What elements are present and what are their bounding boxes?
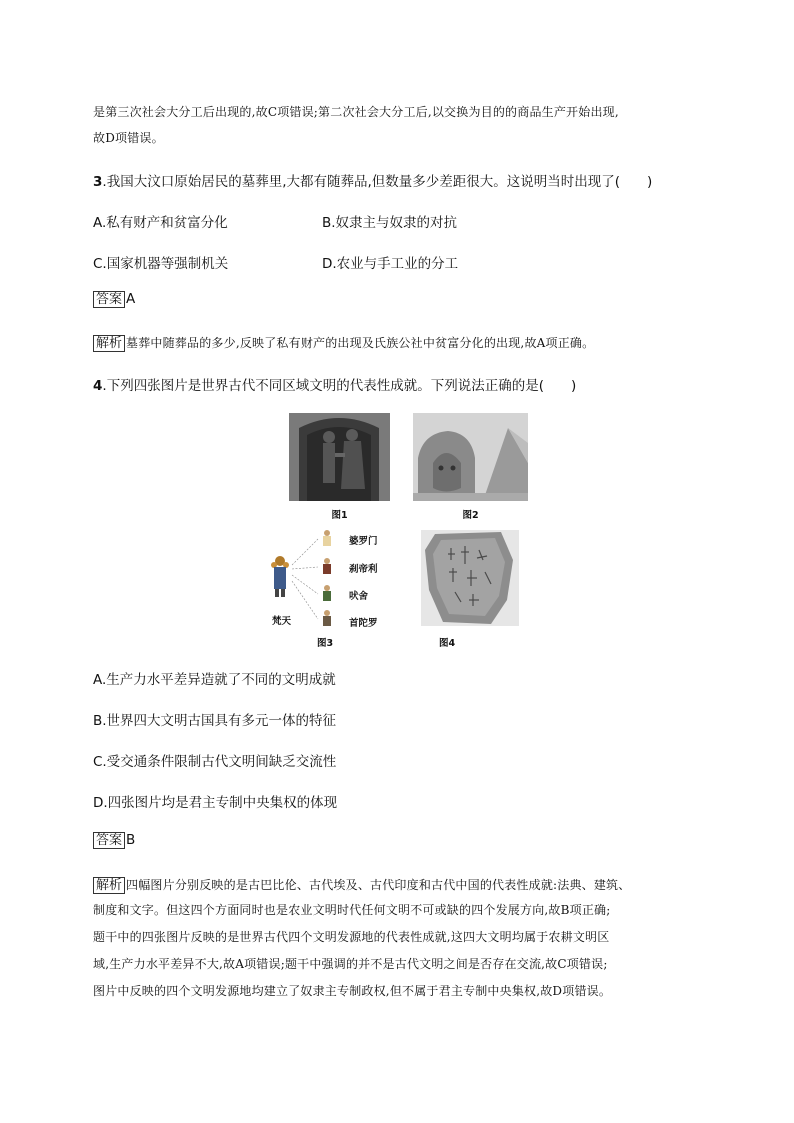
q4-analysis-line-5: 图片中反映的四个文明发源地均建立了奴隶主专制政权,但不属于君主专制中央集权,故D项错误。: [93, 984, 612, 998]
figure-2-image: [413, 413, 528, 501]
figure-4-image: [421, 530, 519, 626]
q4-analysis-line-2: 制度和文字。但这四个方面同时也是农业文明时代任何文明不可或缺的四个发展方向,故B项正确;: [93, 903, 611, 917]
q4-answer: [93, 832, 135, 849]
q3-option-b: B.奴隶主与奴隶的对抗: [322, 215, 458, 231]
figure-3-label-brahma: 梵天: [272, 616, 292, 627]
q4-analysis-line-1: [93, 874, 630, 894]
question-text: .我国大汶口原始居民的墓葬里,大都有随葬品,但数量多少差距很大。这说明当时出现了( ): [102, 174, 653, 190]
analysis-label: 解析: [93, 877, 125, 894]
q4-option-a: A.生产力水平差异造就了不同的文明成就: [93, 672, 336, 688]
prev-analysis-line-2: 故D项错误。: [93, 131, 164, 145]
question-text: .下列四张图片是世界古代不同区域文明的代表性成就。下列说法正确的是( ): [102, 378, 577, 394]
analysis-text: 墓葬中随葬品的多少,反映了私有财产的出现及氏族公社中贫富分化的出现,故A项正确。: [126, 336, 595, 350]
figure-3-label-kshatriya: 刹帝利: [349, 564, 378, 575]
analysis-label: 解析: [93, 335, 125, 352]
question-number: 4: [93, 378, 103, 394]
figure-3-label-brahmin: 婆罗门: [349, 536, 378, 547]
q4-analysis-line-3: 题干中的四张图片反映的是世界古代四个文明发源地的代表性成就,这四大文明均属于农耕文明区: [93, 930, 610, 944]
answer-value: B: [126, 832, 136, 848]
q3-analysis: [93, 332, 594, 352]
figure-3-label-shudra: 首陀罗: [349, 618, 378, 629]
answer-label: 答案: [93, 832, 125, 849]
figure-3-caption: 图3: [316, 638, 334, 649]
q4-option-b: B.世界四大文明古国具有多元一体的特征: [93, 713, 337, 729]
figure-2-caption: 图2: [462, 510, 479, 521]
q4-option-d: D.四张图片均是君主专制中央集权的体现: [93, 795, 338, 811]
question-4-stem: [93, 374, 576, 394]
q4-option-c: C.受交通条件限制古代文明间缺乏交流性: [93, 754, 337, 770]
q4-analysis-line-4: 域,生产力水平差异不大,故A项错误;题干中强调的并不是古代文明之间是否存在交流,故C项错误;: [93, 957, 608, 971]
question-number: 3: [93, 174, 103, 190]
q3-option-d: D.农业与手工业的分工: [322, 256, 459, 272]
q3-option-c: C.国家机器等强制机关: [93, 256, 229, 272]
prev-analysis-line-1: 是第三次社会大分工后出现的,故C项错误;第二次社会大分工后,以交换为目的的商品生产开始出现,: [93, 105, 619, 119]
figure-1-image: [289, 413, 390, 501]
q3-option-a: A.私有财产和贫富分化: [93, 215, 228, 231]
answer-value: A: [126, 291, 136, 307]
q3-answer: [93, 291, 135, 308]
figure-3-label-vaishya: 吠舍: [349, 591, 369, 602]
answer-label: 答案: [93, 291, 125, 308]
analysis-text: 四幅图片分别反映的是古巴比伦、古代埃及、古代印度和古代中国的代表性成就:法典、建筑、: [126, 878, 631, 892]
figure-4-caption: 图4: [438, 638, 456, 649]
figure-1-caption: 图1: [331, 510, 348, 521]
question-3-stem: [93, 170, 652, 190]
